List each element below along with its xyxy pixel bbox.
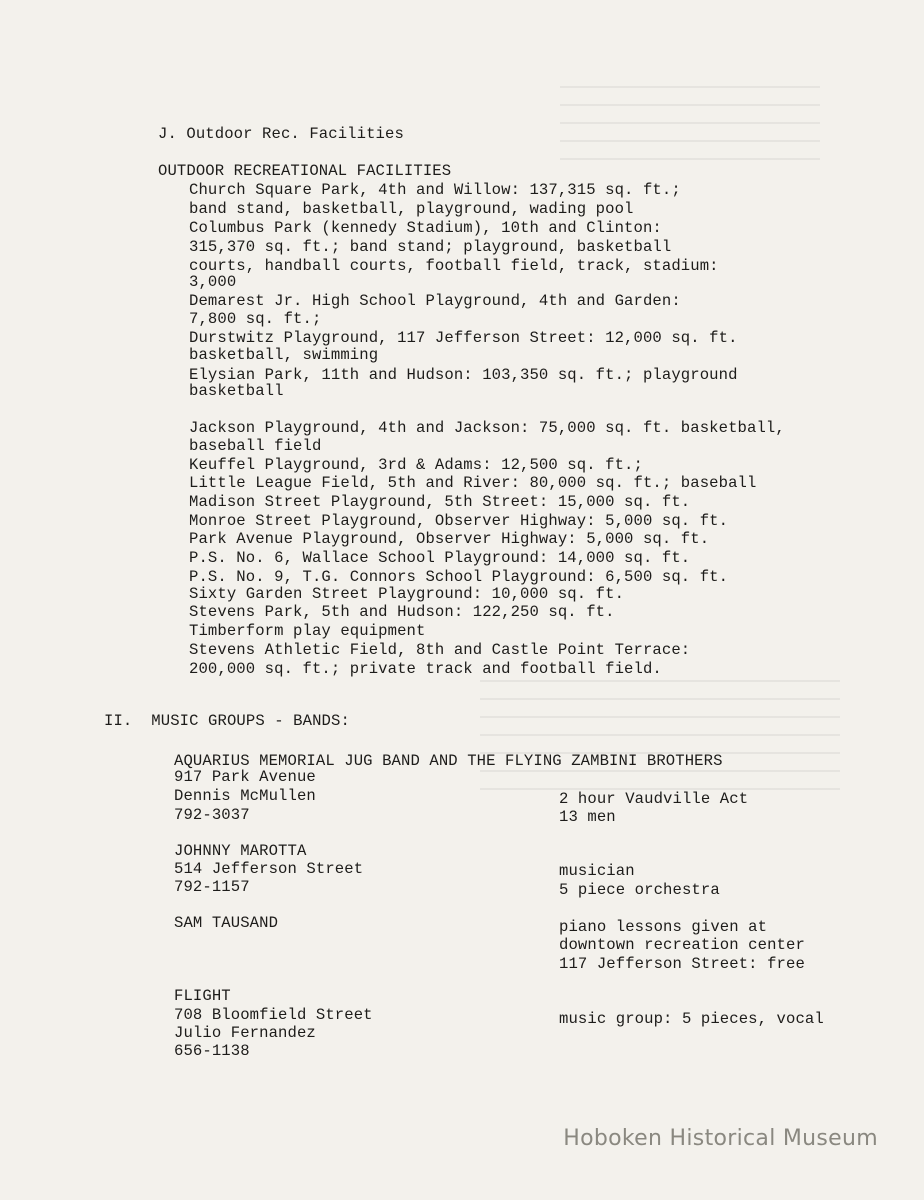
section-j-heading: J. Outdoor Rec. Facilities — [158, 125, 404, 143]
facility-line: Monroe Street Playground, Observer Highway: 5,000 sq. ft. — [189, 512, 729, 530]
facility-line: P.S. No. 9, T.G. Connors School Playground: 6,500 sq. ft. — [189, 568, 729, 586]
band-phone: 792-1157 — [174, 878, 250, 896]
bleed-through — [560, 86, 820, 166]
band-note: piano lessons given at — [559, 918, 768, 936]
facility-line: Keuffel Playground, 3rd & Adams: 12,500 sq. ft.; — [189, 456, 643, 474]
band-address: 917 Park Avenue — [174, 768, 316, 786]
facility-line: 200,000 sq. ft.; private track and football field. — [189, 660, 662, 678]
facility-line: band stand, basketball, playground, wading pool — [189, 200, 634, 218]
facility-line: 315,370 sq. ft.; band stand; playground, basketball — [189, 238, 672, 256]
facility-line: Timberform play equipment — [189, 622, 426, 640]
section-j-subheading: OUTDOOR RECREATIONAL FACILITIES — [158, 162, 452, 180]
facility-line: Columbus Park (kennedy Stadium), 10th and Clinton: — [189, 219, 662, 237]
band-phone: 792-3037 — [174, 806, 250, 824]
band-contact: Julio Fernandez — [174, 1024, 316, 1042]
band-name: JOHNNY MAROTTA — [174, 842, 307, 860]
facility-line: basketball — [189, 382, 284, 400]
facility-line: Durstwitz Playground, 117 Jefferson Street: 12,000 sq. ft. — [189, 329, 738, 347]
band-note: 13 men — [559, 808, 616, 826]
museum-watermark: Hoboken Historical Museum — [563, 1126, 878, 1151]
facility-line: P.S. No. 6, Wallace School Playground: 14,000 sq. ft. — [189, 549, 691, 567]
facility-line: Church Square Park, 4th and Willow: 137,315 sq. ft.; — [189, 181, 681, 199]
facility-line: Elysian Park, 11th and Hudson: 103,350 sq. ft.; playground — [189, 366, 738, 384]
facility-line: Sixty Garden Street Playground: 10,000 sq. ft. — [189, 585, 625, 603]
facility-line: Park Avenue Playground, Observer Highway: 5,000 sq. ft. — [189, 530, 710, 548]
band-note: 2 hour Vaudville Act — [559, 790, 749, 808]
facility-line: courts, handball courts, football field, track, stadium: — [189, 257, 719, 275]
band-note: musician — [559, 862, 635, 880]
band-name: SAM TAUSAND — [174, 914, 279, 932]
facility-line: Little League Field, 5th and River: 80,000 sq. ft.; baseball — [189, 474, 757, 492]
facility-line: 7,800 sq. ft.; — [189, 310, 322, 328]
facility-line: Stevens Park, 5th and Hudson: 122,250 sq. ft. — [189, 603, 615, 621]
facility-line: baseball field — [189, 437, 322, 455]
band-address: 514 Jefferson Street — [174, 860, 364, 878]
band-note: 117 Jefferson Street: free — [559, 955, 805, 973]
facility-line: Madison Street Playground, 5th Street: 15,000 sq. ft. — [189, 493, 691, 511]
facility-line: Jackson Playground, 4th and Jackson: 75,000 sq. ft. basketball, — [189, 419, 785, 437]
band-note: music group: 5 pieces, vocal — [559, 1010, 824, 1028]
band-phone: 656-1138 — [174, 1042, 250, 1060]
section-ii-heading: II. MUSIC GROUPS - BANDS: — [104, 712, 350, 730]
bleed-through — [480, 680, 840, 800]
band-note: 5 piece orchestra — [559, 881, 720, 899]
facility-line: 3,000 — [189, 273, 237, 291]
facility-line: Demarest Jr. High School Playground, 4th and Garden: — [189, 292, 681, 310]
band-contact: Dennis McMullen — [174, 787, 316, 805]
band-note: downtown recreation center — [559, 936, 805, 954]
band-name: AQUARIUS MEMORIAL JUG BAND AND THE FLYING ZAMBINI BROTHERS — [174, 752, 723, 770]
band-name: FLIGHT — [174, 987, 231, 1005]
band-address: 708 Bloomfield Street — [174, 1006, 373, 1024]
facility-line: Stevens Athletic Field, 8th and Castle Point Terrace: — [189, 641, 691, 659]
facility-line: basketball, swimming — [189, 346, 379, 364]
